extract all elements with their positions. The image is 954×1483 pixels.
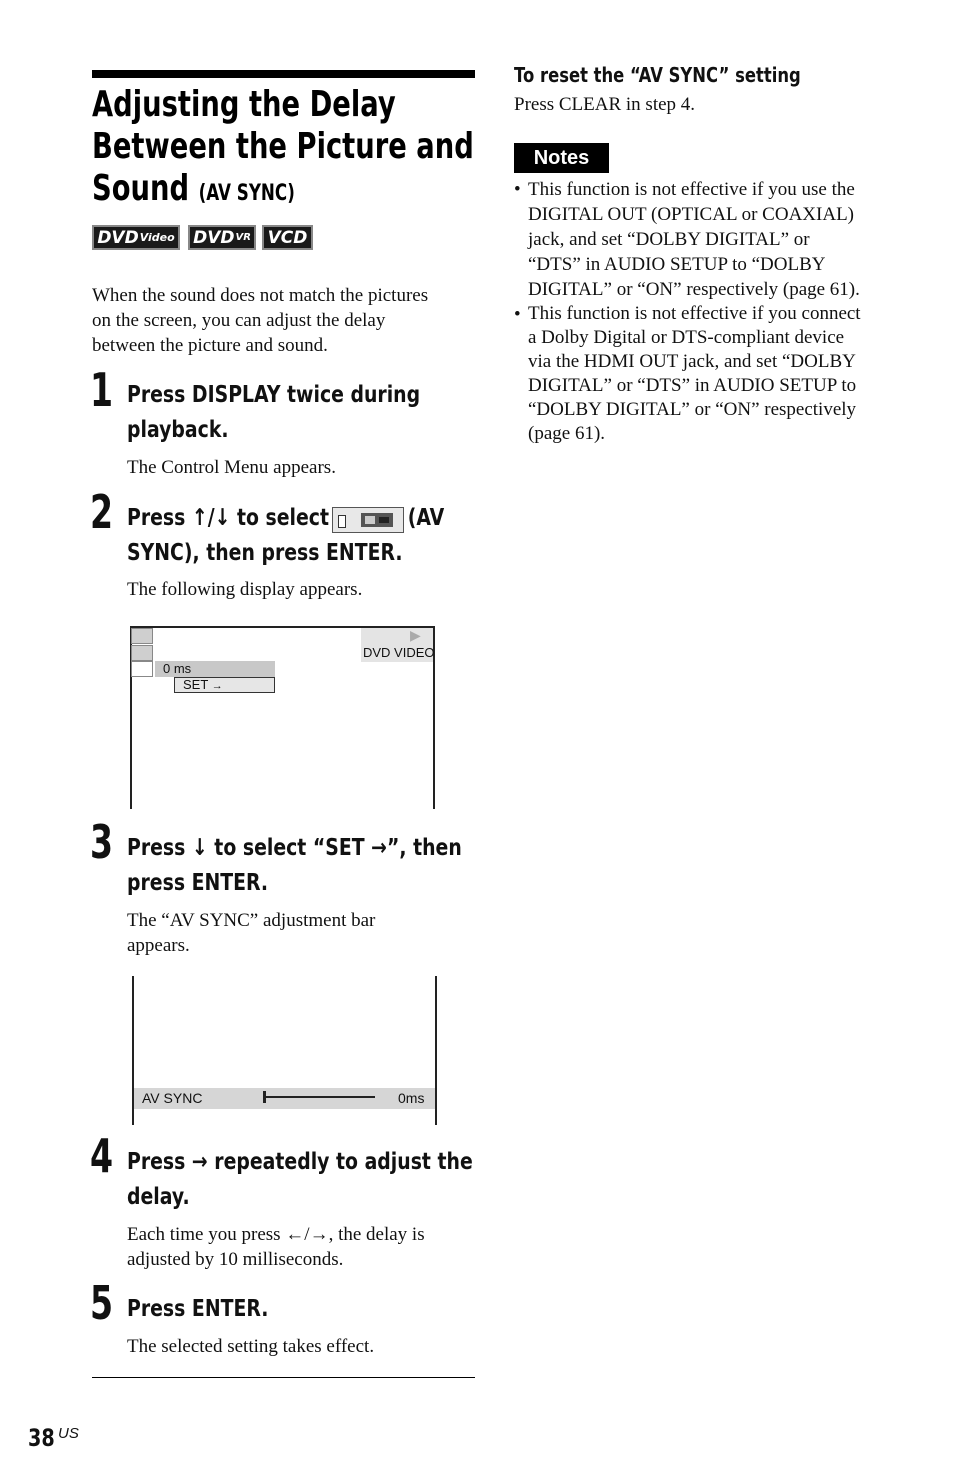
title-rule — [92, 70, 475, 78]
step-5-number: 5 — [90, 1276, 114, 1330]
badge-vcd: VCD — [262, 225, 313, 250]
note-1-bullet: • — [514, 179, 521, 200]
step-2-number: 2 — [90, 485, 114, 539]
av-sync-menu-icon — [332, 507, 404, 533]
menu-icon-slot — [131, 645, 153, 661]
step-5-description: The selected setting takes effect. — [127, 1336, 375, 1357]
step-4-heading: Press → repeatedly to adjust the delay. — [127, 1149, 473, 1210]
av-sync-marker — [263, 1091, 266, 1103]
play-icon: ▶ — [410, 627, 421, 643]
page-number: 38 — [28, 1424, 55, 1452]
badge-dvd-vr: DVD VR — [188, 225, 256, 250]
note-2: This function is not effective if you connect a Dolby Digital or DTS-compliant device via the HDMI OUT jack, and set “DOLBY DIGITAL” or “DTS” in AUDIO SETUP to “DOLBY DIGITAL” or “ON” respectively (page 61). — [528, 303, 861, 444]
step-2-description: The following display appears. — [127, 579, 363, 600]
av-sync-track — [265, 1096, 375, 1098]
step-2-heading-line-2: SYNC), then press ENTER. — [127, 540, 403, 566]
step-1-heading: Press DISPLAY twice during playback. — [127, 382, 421, 443]
step-5-heading: Press ENTER. — [127, 1296, 269, 1322]
reset-heading: To reset the “AV SYNC” setting — [514, 63, 801, 87]
intro-paragraph: When the sound does not match the pictures on the screen, you can adjust the delay between the picture and sound. — [92, 285, 429, 356]
badge-dvd-video: DVD Video — [92, 225, 180, 250]
page-title-line-1: Adjusting the Delay — [92, 84, 396, 125]
step-1-number: 1 — [90, 363, 114, 417]
page-region-suffix: US — [58, 1425, 79, 1442]
page-title-suffix: (AV SYNC) — [198, 181, 295, 206]
set-option-label: SET → — [183, 677, 223, 692]
reset-text: Press CLEAR in step 4. — [514, 94, 696, 115]
delay-value: 0 ms — [163, 661, 192, 676]
av-sync-value: 0ms — [398, 1090, 425, 1106]
page-title-line-2: Between the Picture and — [92, 126, 474, 167]
section-end-rule — [92, 1377, 475, 1378]
step-1-description: The Control Menu appears. — [127, 457, 336, 478]
step-3-description: The “AV SYNC” adjustment bar appears. — [127, 910, 376, 956]
step-3-heading: Press ↓ to select “SET →”, then press ENTER. — [127, 835, 462, 896]
step-2-heading-line-1: Press ↑/↓ to select (AV — [127, 505, 445, 531]
page-title-line-3: Sound (AV SYNC) — [92, 168, 295, 209]
step-4-description: Each time you press ←/→, the delay is adjusted by 10 milliseconds. — [127, 1224, 425, 1270]
note-1: This function is not effective if you use the DIGITAL OUT (OPTICAL or COAXIAL) jack, and set “DOLBY DIGITAL” or “DTS” in AUDIO SETUP to “DOLBY DIGITAL” or “ON” respectively (page 61). — [528, 179, 860, 300]
menu-icon-slot — [131, 661, 153, 677]
step-3-number: 3 — [90, 815, 114, 869]
step-4-number: 4 — [90, 1129, 114, 1183]
notes-badge: Notes — [514, 143, 609, 173]
av-sync-label: AV SYNC — [142, 1090, 203, 1106]
note-2-bullet: • — [514, 304, 521, 325]
mode-label: DVD VIDEO — [363, 645, 435, 660]
menu-icon-slot — [131, 628, 153, 644]
